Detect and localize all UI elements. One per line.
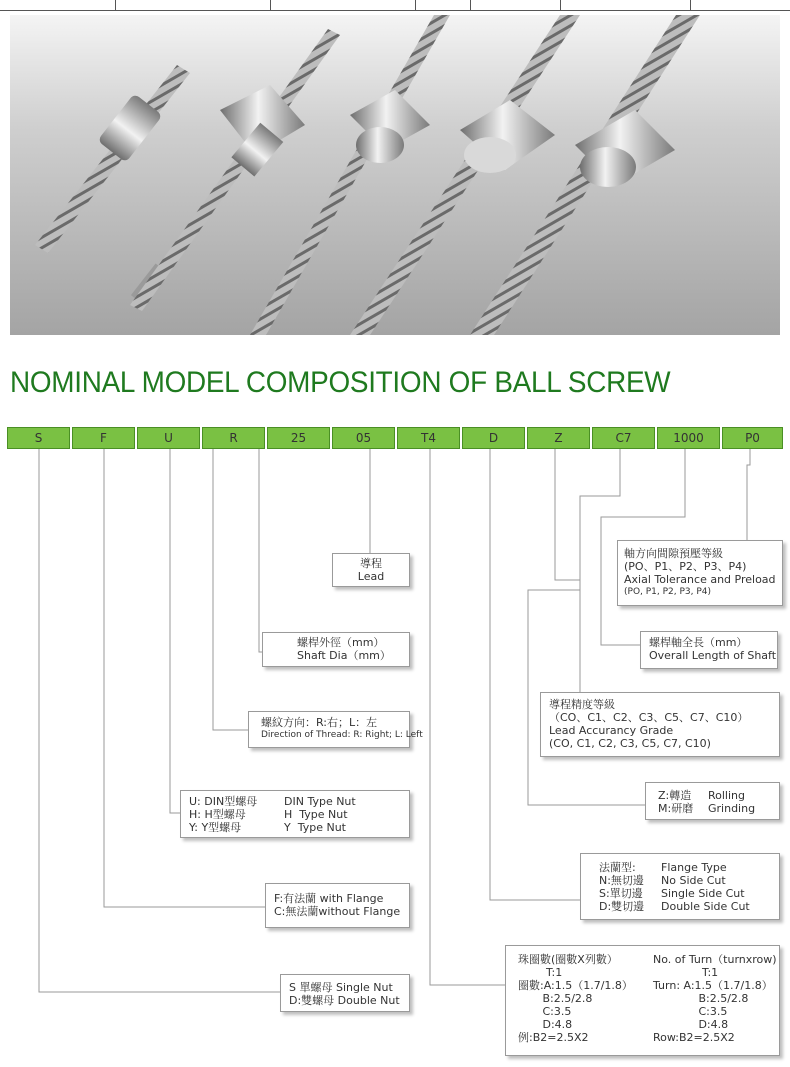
code-cell-flange-type: D: [462, 427, 525, 449]
flange-type-row: D:雙切邊 Double Side Cut: [599, 900, 750, 913]
preload-line-2: (PO、P1、P2、P3、P4): [624, 560, 747, 573]
grade-line-1: 導程精度等級: [549, 698, 615, 711]
connector-f: [104, 449, 265, 907]
turns-row: D:4.8 D:4.8: [518, 1018, 729, 1031]
nut-count-line-2: D:雙螺母 Double Nut: [289, 994, 400, 1007]
code-cell-thread-direction: R: [202, 427, 265, 449]
lead-en: Lead: [357, 570, 385, 583]
connector-25: [259, 449, 262, 652]
preload-box: [617, 540, 783, 606]
length-en: Overall Length of Shaft: [649, 649, 777, 662]
grade-line-3: Lead Accurancy Grade: [549, 724, 674, 737]
code-cell-preload: P0: [722, 427, 783, 449]
process-row: Z:轉造 Rolling: [658, 789, 746, 802]
thread-en: Direction of Thread: R: Right; L: Left: [261, 730, 423, 740]
turns-row: 例:B2=2.5X2 Row:B2=2.5X2: [518, 1031, 735, 1044]
shaft-length-box: [640, 631, 778, 669]
shaft-dia-box: [262, 632, 410, 667]
turns-row: C:3.5 C:3.5: [518, 1005, 728, 1018]
connector-c7: [580, 449, 620, 700]
code-cell-turns: T4: [397, 427, 460, 449]
preload-line-3: Axial Tolerance and Preload: [624, 573, 776, 586]
turns-row: 珠圈數(圈數X列數） No. of Turn（turnxrow): [518, 953, 777, 966]
grade-line-4: (CO, C1, C2, C3, C5, C7, C10): [549, 737, 711, 750]
flange-type-row: S:單切邊 Single Side Cut: [599, 887, 745, 900]
grade-line-2: （CO、C1、C2、C3、C5、C7、C10）: [549, 711, 749, 724]
page-title: NOMINAL MODEL COMPOSITION OF BALL SCREW: [10, 366, 671, 399]
connector-t4: [430, 449, 505, 985]
turns-row: T:1 T:1: [518, 966, 719, 979]
turns-box: [505, 945, 780, 1056]
shaft-dia-en: Shaft Dia（mm）: [297, 649, 391, 662]
nut-type-row: H: H型螺母 H Type Nut: [189, 808, 348, 821]
turns-row: B:2.5/2.8 B:2.5/2.8: [518, 992, 749, 1005]
thread-zh: 螺紋方向：R:右；L：左: [261, 716, 378, 729]
lead-grade-box: [540, 692, 780, 757]
length-zh: 螺桿軸全長（mm）: [649, 636, 748, 649]
nut-count-line-1: S 單螺母 Single Nut: [289, 981, 393, 994]
process-box: [645, 782, 780, 820]
nut-type-row: Y: Y型螺母 Y Type Nut: [189, 821, 346, 834]
lead-zh: 導程: [360, 557, 382, 570]
connector-p0: [747, 449, 750, 540]
connector-d: [490, 449, 580, 900]
thread-direction-box: [248, 711, 423, 748]
connector-s: [39, 449, 280, 992]
flange-type-row: 法蘭型: Flange Type: [599, 861, 727, 874]
preload-line-4: (PO, P1, P2, P3, P4): [624, 587, 712, 597]
nut-type-box: [180, 790, 410, 838]
nut-count-box: [280, 974, 410, 1012]
code-cell-shaft-dia: 25: [267, 427, 330, 449]
connector-u: [170, 449, 180, 813]
code-cell-lead: 05: [332, 427, 395, 449]
code-cell-process: Z: [527, 427, 590, 449]
turns-row: 圈數:A:1.5（1.7/1.8） Turn: A:1.5（1.7/1.8）: [518, 979, 773, 992]
lead-box: [332, 553, 410, 587]
process-row: M:研磨 Grinding: [658, 802, 756, 815]
flange-type-row: N:無切邊 No Side Cut: [599, 874, 726, 887]
code-cell-nut-type: U: [137, 427, 200, 449]
flange-line-1: F:有法蘭 with Flange: [274, 892, 384, 905]
flange-line-2: C:無法蘭without Flange: [274, 905, 401, 918]
nut-type-row: U: DIN型螺母 DIN Type Nut: [189, 795, 356, 808]
flange-box: [265, 883, 410, 928]
shaft-dia-zh: 螺桿外徑（mm）: [297, 636, 385, 649]
code-cell-flange: F: [72, 427, 135, 449]
code-cell-series: S: [7, 427, 70, 449]
code-cell-length: 1000: [657, 427, 720, 449]
flange-type-box: [580, 853, 780, 920]
preload-line-1: 軸方向間隙預壓等級: [624, 547, 723, 560]
code-cell-grade: C7: [592, 427, 655, 449]
connector-r: [213, 449, 248, 730]
